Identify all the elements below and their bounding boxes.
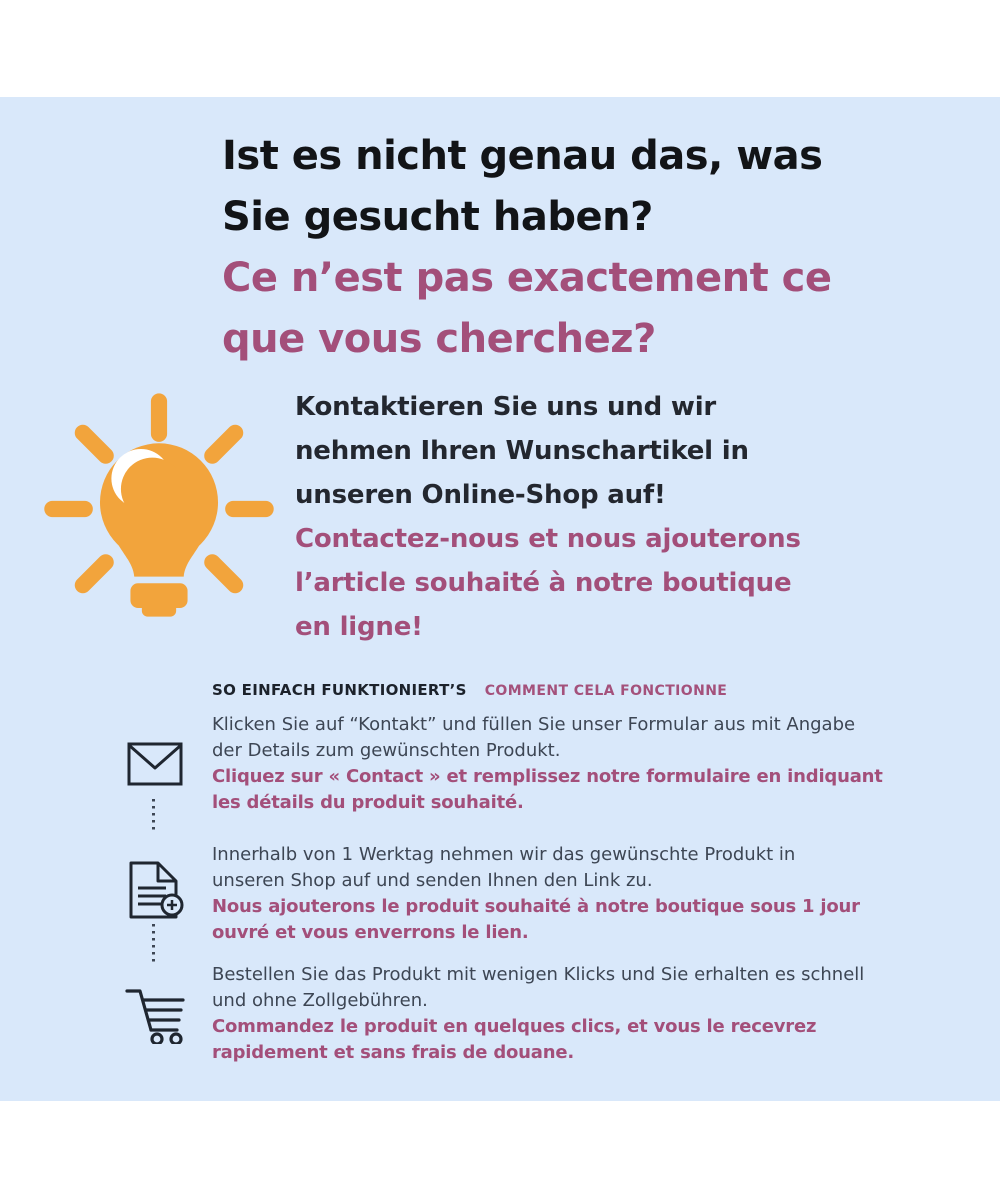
step-2-de-line1: Innerhalb von 1 Werktag nehmen wir das gewünschte Produkt in (212, 844, 796, 865)
how-it-works-header (212, 681, 727, 699)
step-3-text (212, 962, 864, 1066)
step-3-fr-line2: rapidement et sans frais de douane. (212, 1042, 574, 1063)
intro-de-line3: unseren Online-Shop auf! (295, 480, 666, 510)
intro-fr-line3: en ligne! (295, 612, 423, 642)
hero-heading-fr-line2: que vous cherchez? (222, 316, 656, 362)
step-2-fr-line1: Nous ajouterons le produit souhaité à notre boutique sous 1 jour (212, 896, 860, 917)
document-add-icon (126, 860, 184, 926)
step-2-de-line2: unseren Shop auf und senden Ihnen den Link zu. (212, 870, 653, 891)
step-3-de-line1: Bestellen Sie das Produkt mit wenigen Klicks und Sie erhalten es schnell (212, 964, 865, 985)
step-1-text (212, 712, 883, 816)
step-1-de-line1: Klicken Sie auf “Kontakt” und füllen Sie unser Formular aus mit Angabe (212, 714, 856, 735)
lightbulb-icon (40, 390, 278, 628)
intro-de-line1: Kontaktieren Sie uns und wir (295, 392, 717, 422)
step-1-fr-line2: les détails du produit souhaité. (212, 792, 524, 813)
intro-fr-line2: l’article souhaité à notre boutique (295, 568, 792, 598)
step-3-de-line2: und ohne Zollgebühren. (212, 990, 428, 1011)
cart-icon (121, 984, 187, 1048)
how-it-works-label-fr: COMMENT CELA FONCTIONNE (484, 683, 728, 699)
intro-de-line2: nehmen Ihren Wunschartikel in (295, 436, 749, 466)
step-3-fr-line1: Commandez le produit en quelques clics, et vous le recevrez (212, 1016, 817, 1037)
step-1-de-line2: der Details zum gewünschten Produkt. (212, 740, 561, 761)
intro-fr-line1: Contactez-nous et nous ajouterons (295, 524, 801, 554)
envelope-icon (127, 741, 183, 791)
lightbulb-svg (40, 390, 278, 628)
dotted-connector-2 (152, 924, 155, 964)
how-it-works-label-de: SO EINFACH FUNKTIONIERT’S (212, 681, 467, 699)
hero-heading-de-line1: Ist es nicht genau das, was (222, 133, 823, 179)
intro-paragraph (295, 385, 801, 649)
dotted-connector-1 (152, 799, 155, 833)
step-2-text (212, 842, 860, 946)
hero-heading-fr-line1: Ce n’est pas exactement ce (222, 255, 832, 301)
step-1-fr-line1: Cliquez sur « Contact » et remplissez notre formulaire en indiquant (212, 766, 883, 787)
step-2-fr-line2: ouvré et vous enverrons le lien. (212, 922, 529, 943)
hero-heading (222, 126, 831, 370)
hero-heading-de-line2: Sie gesucht haben? (222, 194, 653, 240)
